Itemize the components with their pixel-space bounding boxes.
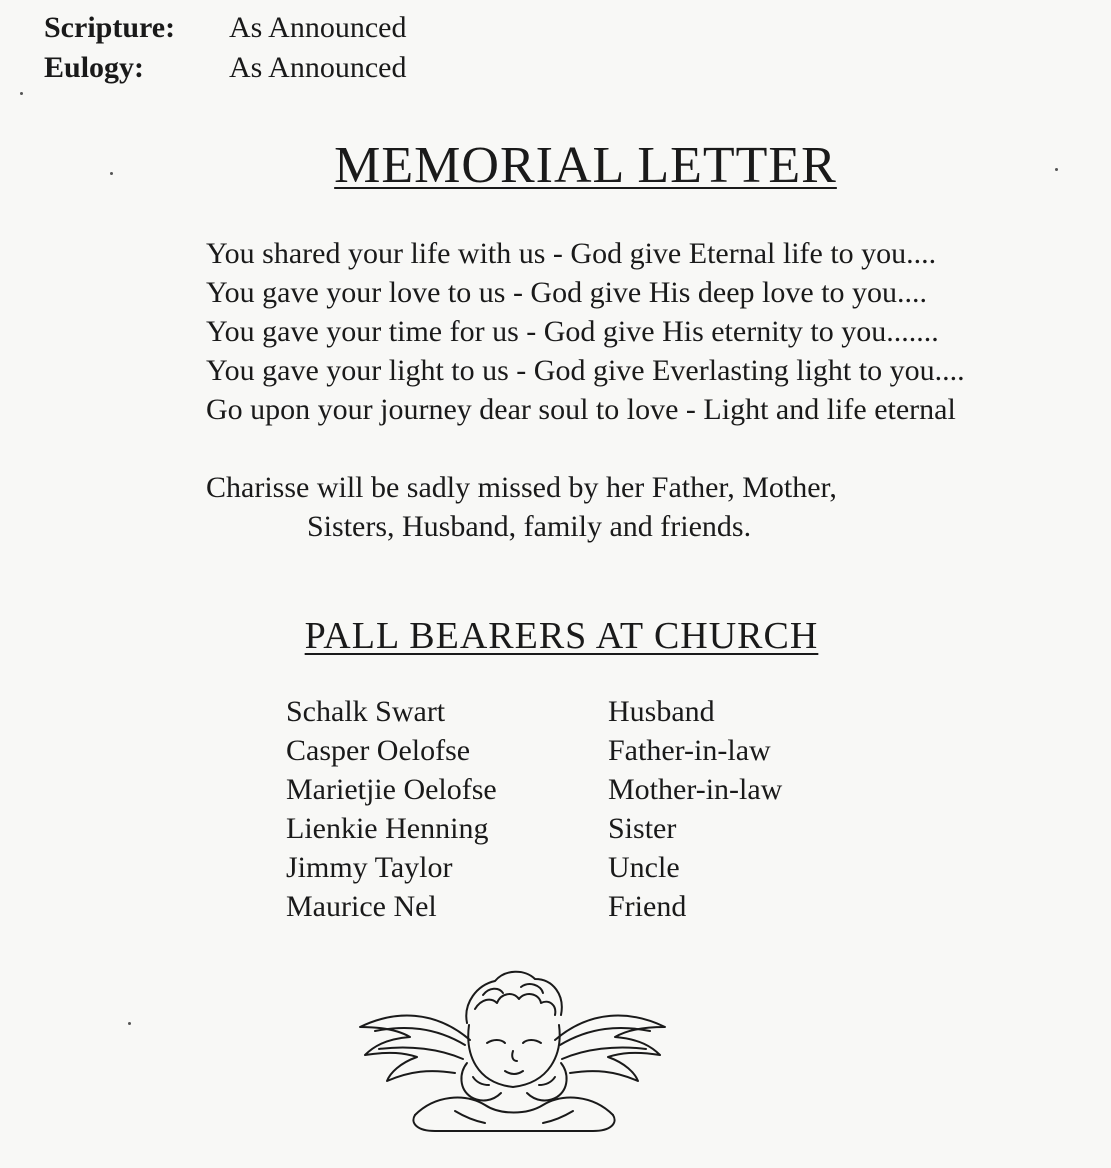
missed-by-paragraph [206,468,837,546]
memorial-letter-title: MEMORIAL LETTER [334,137,837,194]
bearer-relation: Mother-in-law [608,773,783,806]
scripture-value: As Announced [229,11,407,44]
bearer-name: Lienkie Henning [286,812,489,845]
missed-line: Charisse will be sadly missed by her Father, Mother, [206,471,837,504]
memorial-verse [206,234,965,429]
list-item [286,692,782,731]
bearer-relation: Father-in-law [608,734,771,767]
verse-line: Go upon your journey dear soul to love - Light and life eternal [206,393,956,426]
bearer-name: Casper Oelofse [286,734,471,767]
verse-line: You gave your light to us - God give Everlasting light to you.... [206,354,965,387]
eulogy-row [44,50,406,86]
bearer-relation: Sister [608,812,677,845]
paper-speck [20,92,23,95]
list-item [286,809,782,848]
list-item [286,848,782,887]
verse-line: You shared your life with us - God give Eternal life to you.... [206,237,937,270]
bearer-relation: Husband [608,695,715,728]
bearer-name: Schalk Swart [286,695,446,728]
paper-speck [128,1022,131,1025]
pall-bearers-list [286,692,782,926]
paper-speck [110,172,113,175]
list-item [286,731,782,770]
verse-line: You gave your love to us - God give His deep love to you.... [206,276,928,309]
list-item [286,770,782,809]
cherub-icon [355,965,670,1135]
eulogy-label: Eulogy: [44,51,145,84]
bearer-name: Marietjie Oelofse [286,773,497,806]
paper-speck [1055,168,1058,171]
bearer-relation: Friend [608,890,687,923]
scripture-label: Scripture: [44,11,176,44]
bearer-name: Maurice Nel [286,890,437,923]
pall-bearers-title: PALL BEARERS AT CHURCH [304,615,819,657]
bearer-name: Jimmy Taylor [286,851,453,884]
scripture-row [44,10,406,46]
bearer-relation: Uncle [608,851,680,884]
list-item [286,887,782,926]
missed-line: Sisters, Husband, family and friends. [307,510,752,543]
verse-line: You gave your time for us - God give His eternity to you....... [206,315,939,348]
eulogy-value: As Announced [229,51,407,84]
